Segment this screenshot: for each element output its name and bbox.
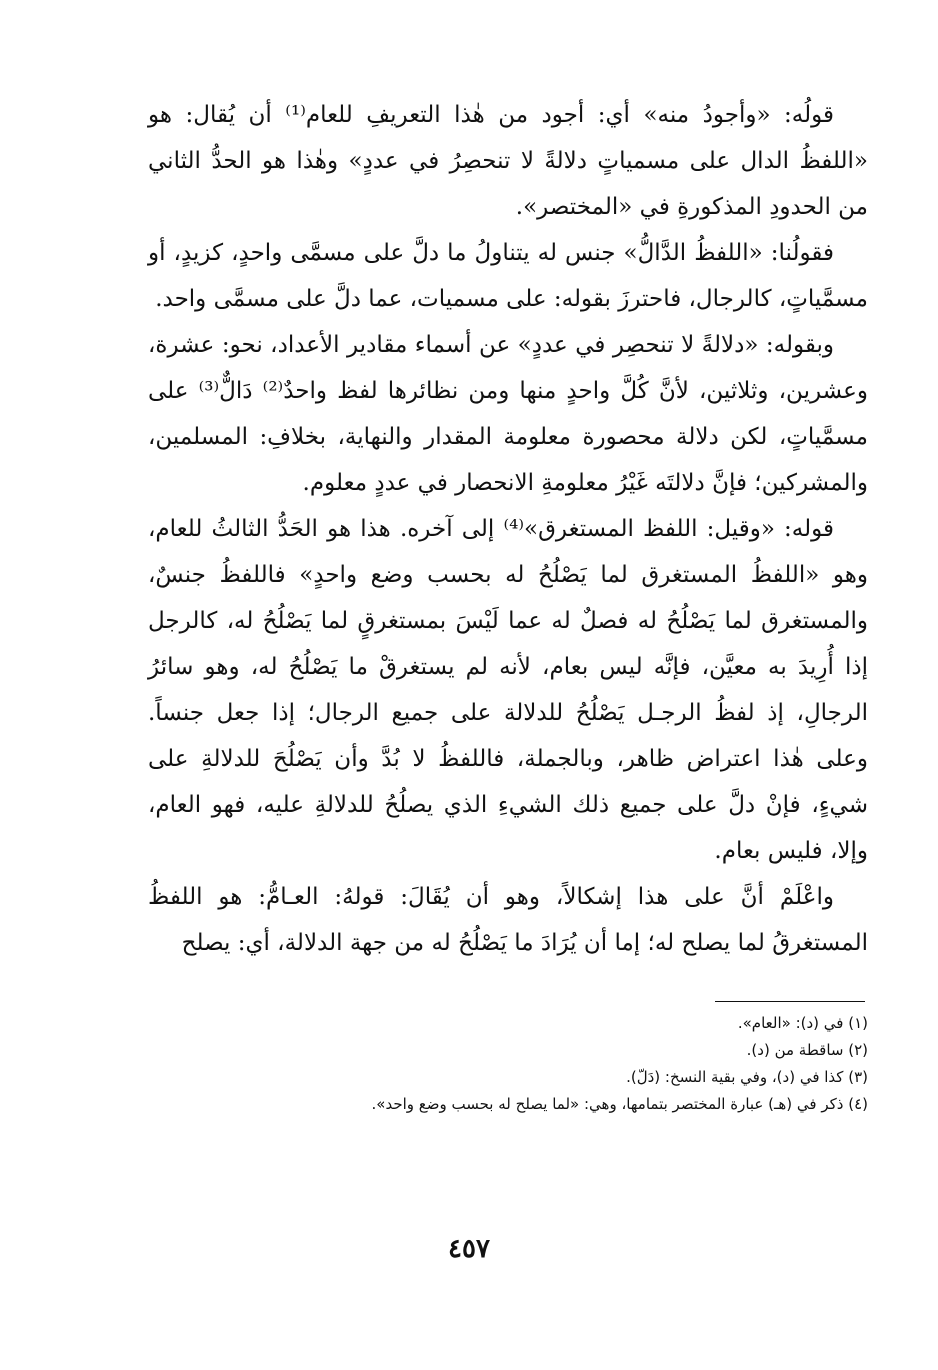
footnote-2: (٢) ساقطة من (د).: [746, 1041, 868, 1059]
footnotes: [148, 1010, 868, 1118]
paragraph-5: واعْلَمْ أنَّ على هذا إشكالاً، وهو أن يُقَالَ: قولهُ: العـامُّ: هو اللفظُ المستغرقُ لما يصلح له؛ إما أن يُرَادَ ما يَصْلُحُ له من جهة الدلالة، أي: يصلح: [148, 884, 868, 956]
paragraph-4: قوله: «وقيل: اللفظ المستغرق»⁽⁴⁾ إلى آخره. هذا هو الحَدُّ الثالثُ للعام، وهو «اللفظُ المستغرق لما يَصْلُحُ له بحسب وضع واحدٍ» فاللفظُ جنسٌ، والمستغرق لما يَصْلُحُ له فصلٌ له عما لَيْسَ بمستغرقٍ لما يَصْلُحُ له، كالرجل إذا أُرِيدَ به معيَّن، فإنَّه ليس بعام، لأنه لم يستغرقْ ما يَصْلُحُ له، وهو سائرُ الرجالِ، إذ لفظُ الرجـل يَصْلُحُ للدلالة على جميع الرجال؛ إذا جعل جنساً. وعلى هٰذا اعتراض ظاهر، وبالجملة، فاللفظُ لا بُدَّ وأن يَصْلُحَ للدلالةِ على شيءٍ، فإنْ دلَّ على جميع ذلك الشيءِ الذي يصلُحُ للدلالةِ عليه، فهو العام، وإلا، فليس بعام.: [148, 516, 868, 864]
paragraph-2: فقولُنا: «اللفظُ الدَّالُّ» جنس له يتناولُ ما دلَّ على مسمَّى واحدٍ، كزيدٍ، أو مسمَّياتٍ، كالرجال، فاحترزَ بقوله: على مسميات، عما دلَّ على مسمَّى واحد.: [148, 240, 868, 312]
footnote-1: (١) في (د): «العام».: [737, 1014, 868, 1032]
paragraph-3: وبقوله: «دلالةً لا تنحصِر في عددٍ» عن أسماء مقادير الأعداد، نحو: عشرة، وعشرين، وثلاثين، لأنَّ كُلَّ واحدٍ منها ومن نظائرها لفظ واحدٌ⁽²⁾ دَالٌّ⁽³⁾ على مسمَّياتٍ، لكن دلالة محصورة معلومة المقدار والنهاية، بخلافِ: المسلمين، والمشركين؛ فإنَّ دلالتَه غَيْرُ معلومةِ الانحصار في عددٍ معلوم.: [148, 332, 869, 496]
footnote-3: (٣) كذا في (د)، وفي بقية النسخ: (دَلّ).: [626, 1068, 868, 1086]
main-text: [148, 92, 868, 966]
footnote-4: (٤) ذكر في (هـ) عبارة المختصر بتمامها، وهي: «لما يصلح له بحسب وضع واحد».: [371, 1095, 868, 1113]
paragraph-1: قولُه: «وأجودُ منه» أي: أجود من هٰذا التعريفِ للعام⁽¹⁾ أن يُقال: هو «اللفظُ الدال على مسمياتٍ دلالةً لا تنحصِرُ في عددٍ» وهٰذا هو الحدُّ الثاني من الحدودِ المذكورةِ في «المختصر».: [148, 102, 868, 220]
footnote-separator: [715, 1001, 865, 1002]
page-number: ٤٥٧: [448, 1234, 490, 1264]
